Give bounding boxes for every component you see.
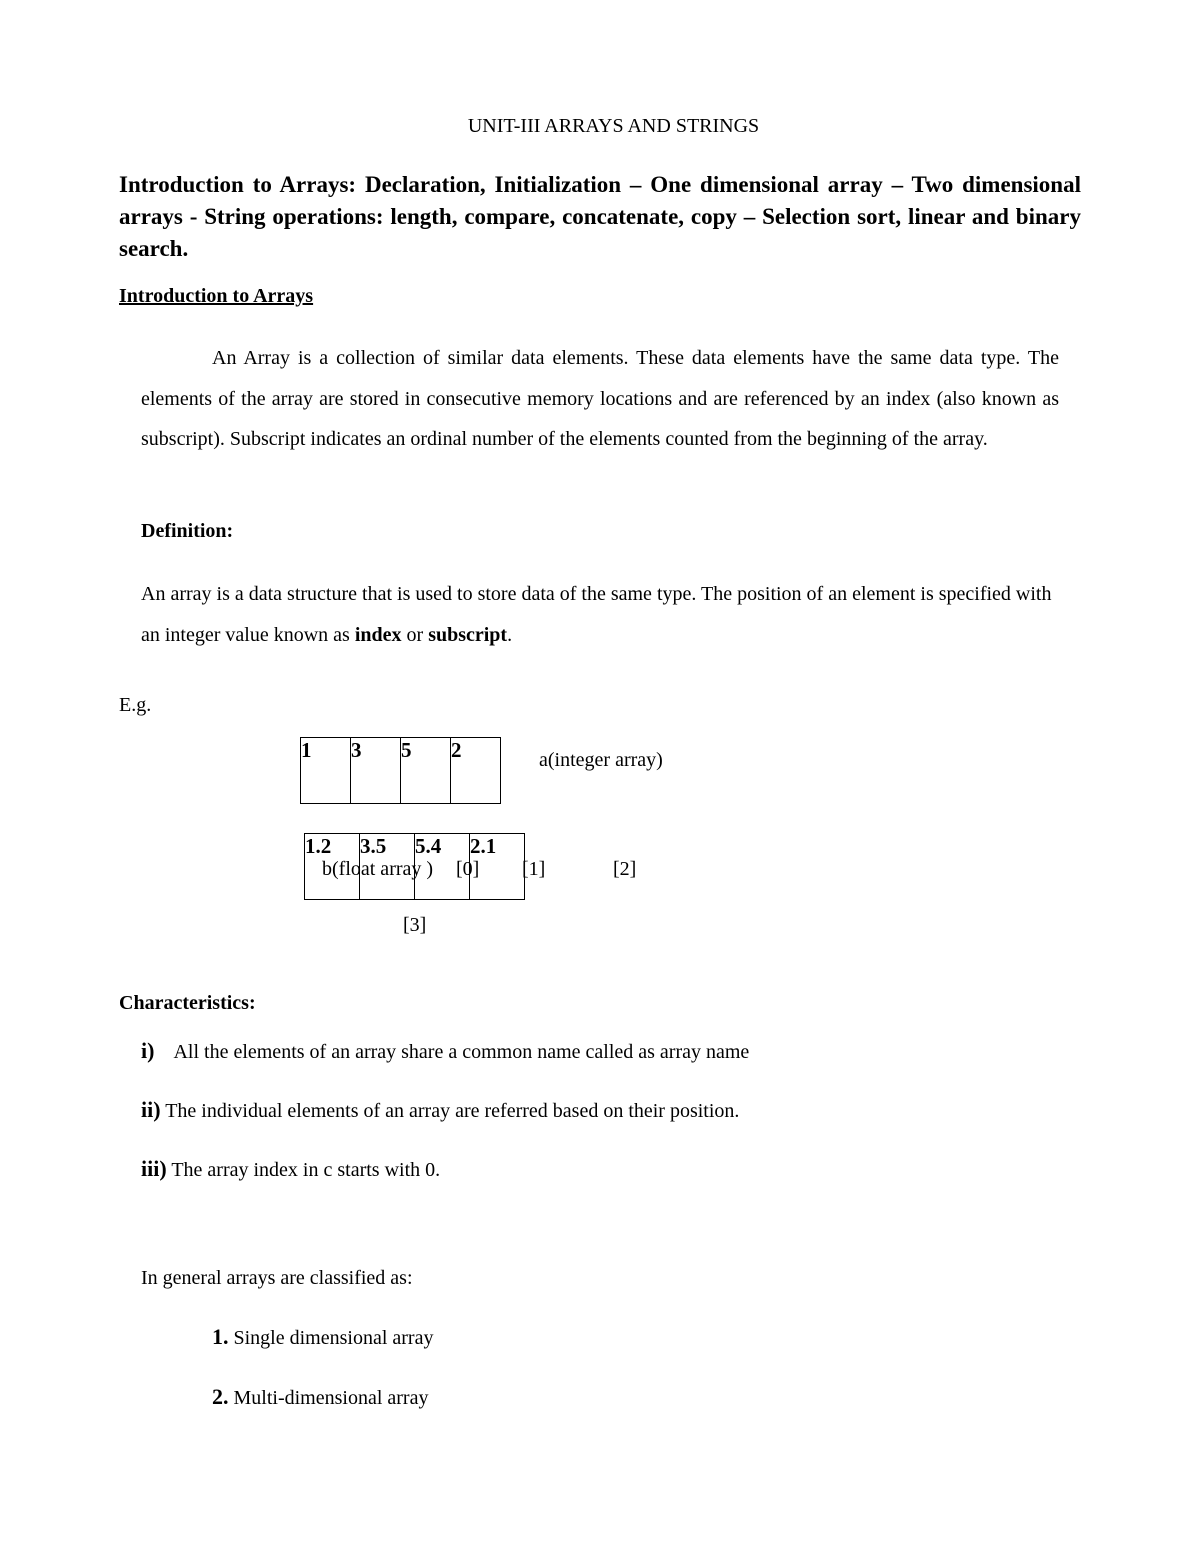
term-subscript: subscript [428,624,508,646]
characteristic-item [141,1097,739,1123]
term-index: index [354,624,402,646]
item-marker: 1. [212,1324,229,1349]
integer-array-diagram [300,737,501,804]
item-text: The individual elements of an array are referred based on their position. [165,1100,740,1122]
characteristics-heading: Characteristics: [119,992,256,1014]
item-text: The array index in c starts with 0. [171,1159,441,1181]
item-text: Multi-dimensional array [233,1387,429,1409]
float-array-cell: 2.1 [470,834,525,900]
characteristic-item [141,1156,440,1182]
float-array-cell: 1.2 [305,834,360,900]
index-label-3: [3] [403,914,427,936]
int-array-cell: 3 [351,738,401,804]
classification-item [212,1324,433,1350]
index-label-0: [0] [456,858,480,880]
section-heading: Introduction to Arrays [119,285,314,307]
definition-heading: Definition: [141,520,234,542]
classification-intro: In general arrays are classified as: [141,1267,413,1289]
unit-overview: Introduction to Arrays: Declaration, Initialization – One dimensional array – Two dimensional arrays - String operations: length, compare, concatenate, copy – Selection sort, linear and binary search. [119,172,1081,261]
index-label-1: [1] [522,858,546,880]
item-marker: iii) [141,1156,167,1181]
item-marker: ii) [141,1097,161,1122]
float-array-caption: b(float array ) [322,858,434,880]
definition-text-before: An array is a data structure that is used to store data of the same type. The position of an element is specified with an integer value known as [141,583,1052,646]
int-array-cell: 1 [301,738,351,804]
index-label-2: [2] [613,858,637,880]
int-array-caption: a(integer array) [539,749,663,771]
item-text: Single dimensional array [233,1327,434,1349]
definition-paragraph [141,574,1071,656]
page-title: UNIT-III ARRAYS AND STRINGS [467,115,760,137]
classification-item [212,1384,428,1410]
intro-paragraph: An Array is a collection of similar data elements. These data elements have the same data type. The elements of the array are stored in consecutive memory locations and are referenced by an index (also known as subscript). Subscript indicates an ordinal number of the elements counted from the beginning of the array. [141,347,1059,451]
float-array-cell: 3.5 [360,834,415,900]
definition-text-after: . [507,624,513,646]
definition-text-mid: or [401,624,429,646]
int-array-cell: 5 [401,738,451,804]
float-array-cell: 5.4 [415,834,470,900]
item-text: All the elements of an array share a common name called as array name [173,1041,750,1063]
example-label: E.g. [119,694,152,716]
item-marker: i) [141,1038,155,1063]
int-array-cell: 2 [451,738,501,804]
characteristic-item [141,1038,749,1064]
item-marker: 2. [212,1384,229,1409]
